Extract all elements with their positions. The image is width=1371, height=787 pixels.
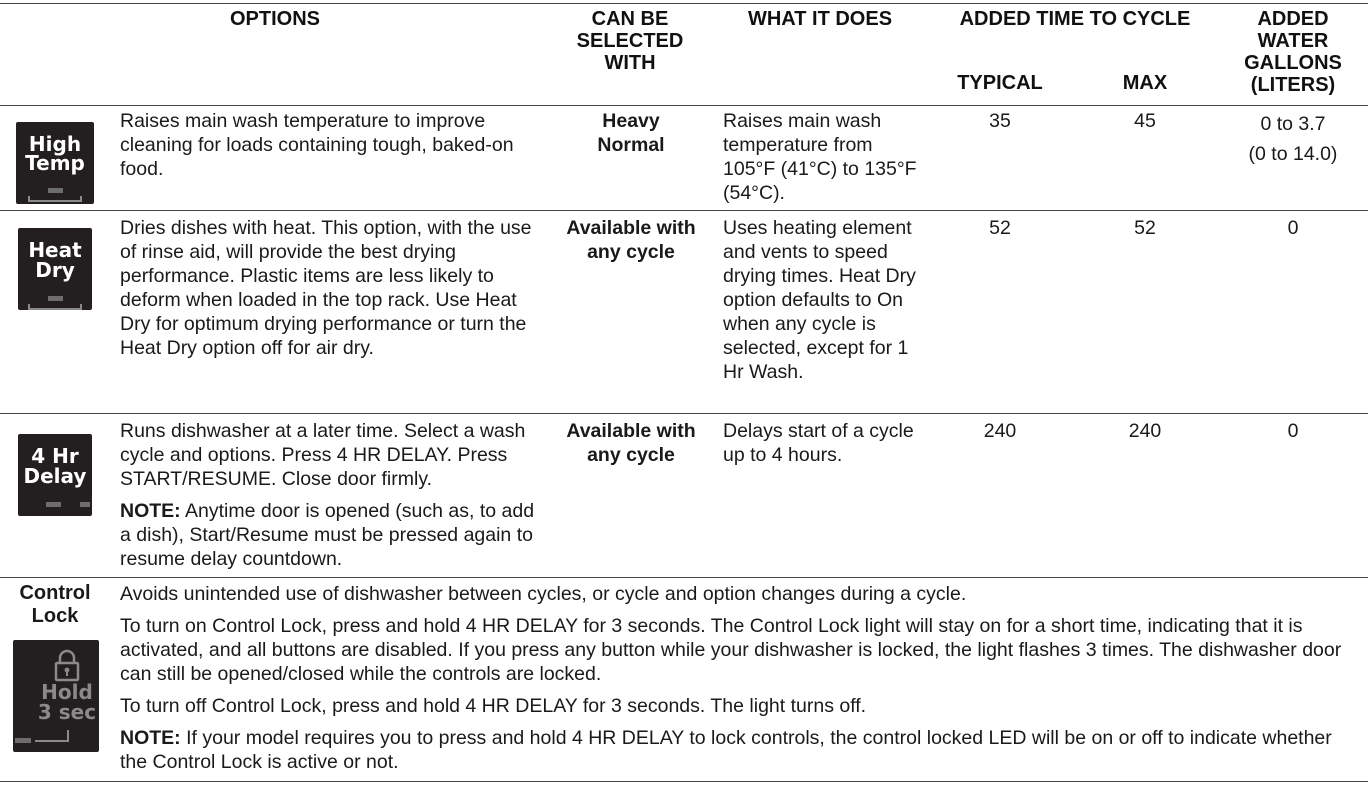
header-max: MAX: [1122, 72, 1168, 94]
header-added-water: ADDED WATER GALLONS (LITERS): [1244, 8, 1342, 96]
added-water: 0: [1287, 217, 1299, 239]
note-paragraph: NOTE: If your model requires you to press and hold 4 HR DELAY to lock controls, the control locked LED will be on or off to indicate whether the Control Lock is active or not.: [120, 727, 1332, 773]
icon-label: 3 sec: [37, 700, 97, 724]
control-lock-paragraph: Avoids unintended use of dishwasher between cycles, or cycle and option changes during a cycle.: [120, 583, 967, 605]
indicator-light: [15, 738, 31, 743]
selected-with: Available with any cycle: [566, 420, 696, 466]
max-time: 52: [1134, 217, 1156, 239]
high-temp-button-icon: [16, 122, 94, 204]
indicator-light: [80, 502, 90, 507]
lock-icon: [52, 649, 82, 683]
row-divider: [0, 210, 1368, 211]
typical-time: 52: [989, 217, 1011, 239]
max-time: 45: [1134, 110, 1156, 132]
icon-label: Hold: [41, 680, 93, 704]
what-it-does: Raises main wash temperature from 105°F (41°C) to 135°F (54°C).: [723, 110, 917, 204]
delay-button-icon: [18, 434, 92, 516]
icon-label: Delay: [23, 464, 87, 488]
indicator-light: [48, 296, 63, 301]
header-added-time: ADDED TIME TO CYCLE: [959, 8, 1191, 30]
header-can-be-selected: CAN BE SELECTED WITH: [576, 8, 684, 74]
option-description: Dries dishes with heat. This option, with the use of rinse aid, will provide the best drying performance. Plastic items are less likely to deform when loaded in the top rack. Use Heat Dry for optimum drying performance or turn the Heat Dry option off for air dry.: [120, 217, 532, 359]
control-lock-description: [120, 582, 1360, 782]
row-divider: [0, 413, 1368, 414]
added-water: 0 to 3.7 (0 to 14.0): [1248, 113, 1338, 165]
option-description: [120, 419, 545, 579]
table-top-rule: [0, 3, 1368, 4]
header-bottom-rule: [0, 105, 1368, 106]
bracket-mark: [35, 730, 69, 742]
description-text: Runs dishwasher at a later time. Select a wash cycle and options. Press 4 HR DELAY. Press START/RESUME. Close door firmly.: [120, 420, 526, 490]
icon-label: High: [28, 132, 82, 156]
note-paragraph: NOTE: Anytime door is opened (such as, to add a dish), Start/Resume must be pressed again to resume delay countdown.: [120, 500, 535, 570]
indicator-light: [48, 188, 63, 193]
control-lock-paragraph: To turn on Control Lock, press and hold 4 HR DELAY for 3 seconds. The Control Lock light will stay on for a short time, indicating that it is activated, and all buttons are disabled. If you press any button while your dishwasher is locked, the light flashes 3 times. The dishwasher door can still be opened/closed while the controls are locked.: [120, 615, 1342, 685]
selected-with: Available with any cycle: [566, 217, 696, 263]
option-description: Raises main wash temperature to improve cleaning for loads containing tough, baked-on food.: [120, 110, 514, 180]
typical-time: 35: [989, 110, 1011, 132]
icon-label: 4 Hr: [31, 444, 79, 468]
header-typical: TYPICAL: [957, 72, 1043, 94]
header-what-it-does: WHAT IT DOES: [747, 8, 893, 30]
typical-time: 240: [983, 420, 1017, 442]
header-options: OPTIONS: [229, 8, 320, 30]
icon-label: Dry: [35, 258, 75, 282]
selected-with: Heavy Normal: [597, 110, 665, 156]
bracket-mark: [28, 304, 82, 310]
added-water: 0: [1287, 420, 1299, 442]
bracket-mark: [28, 196, 82, 202]
what-it-does: Delays start of a cycle up to 4 hours.: [723, 420, 914, 466]
heat-dry-button-icon: [18, 228, 92, 310]
control-lock-title: Control Lock: [19, 582, 91, 627]
control-lock-paragraph: To turn off Control Lock, press and hold 4 HR DELAY for 3 seconds. The light turns off.: [120, 695, 867, 717]
control-lock-button-icon: [13, 640, 99, 752]
indicator-light: [46, 502, 61, 507]
max-time: 240: [1128, 420, 1162, 442]
what-it-does: Uses heating element and vents to speed drying times. Heat Dry option defaults to On when any cycle is selected, except for 1 Hr Wash.: [723, 217, 916, 383]
icon-label: Temp: [25, 151, 85, 175]
icon-label: Heat: [28, 238, 82, 262]
